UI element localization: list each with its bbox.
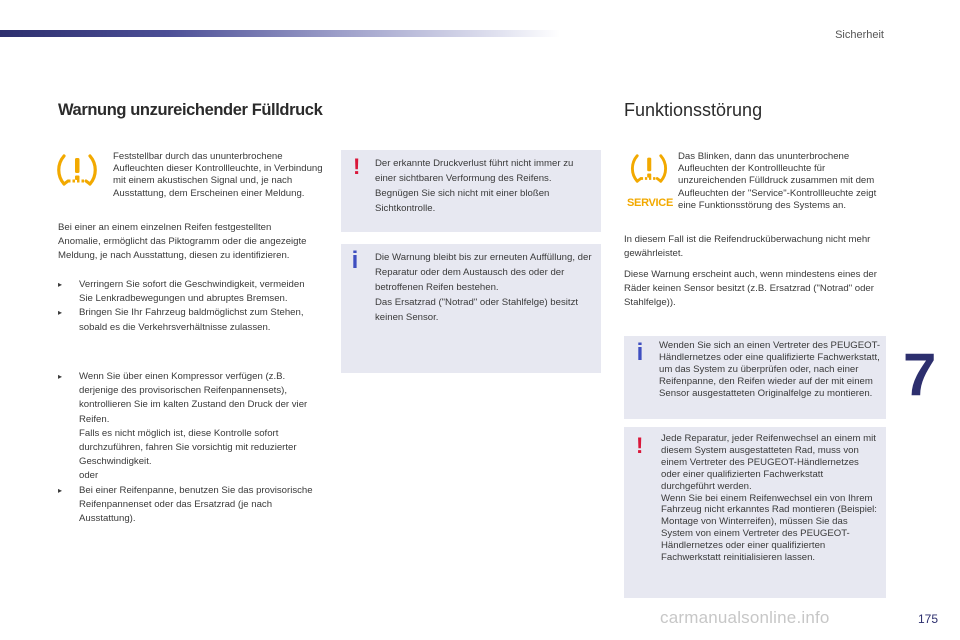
info-box-contact-dealer [624,336,886,419]
right-paragraph-1: In diesem Fall ist die Reifendrucküberwachung nicht mehr gewährleistet. [624,234,871,260]
tyre-pressure-warning-icon [55,150,99,190]
warning-box-text-2: Wenn Sie bei einem Reifenwechsel ein von Ihrem Fahrzeug nicht erkanntes Rad montieren (Beispiel: Montage von Winterreifen), müssen Sie das System von einem Vertreter des PEUGEOT-Händlernetzes oder einer qualifizierten Fachwerkstatt reinitialisieren lassen. [661,492,877,564]
left-intro-paragraph: Bei einer an einem einzelnen Reifen festgestellten Anomalie, ermöglicht das Piktogramm oder die angezeigte Meldung, je nach Ausstattung, diesen zu identifizieren. [58,222,307,262]
heading-low-pressure-warning: Warnung unzureichender Fülldruck [58,101,323,119]
info-box-warning-persists [341,244,601,373]
list-item [58,484,320,527]
exclamation-icon: ! [353,154,361,179]
warning-box-text [661,433,879,564]
warning-box-repair [624,427,886,598]
bullet-or: oder [79,470,99,482]
left-icon-description: Feststellbar durch das ununterbrochene Aufleuchten dieser Kontrollleuchte, in Verbindung mit einem akustischen Signal und, je nach Ausstattung, dem Erscheinen einer Meldung. [113,151,323,199]
bullet-text: Bringen Sie Ihr Fahrzeug baldmöglichst zum Stehen, sobald es die Verkehrsverhältnisse zulassen. [79,307,304,333]
chapter-number: 7 [903,341,937,408]
info-icon: i [351,247,359,274]
bullet-marker: ▸ [58,280,63,289]
watermark: carmanualsonline.info [660,608,830,627]
warning-box-pressure-loss [341,150,601,232]
left-bullet-list-1 [58,278,320,335]
warning-box-text-1: Jede Reparatur, jeder Reifenwechsel an einem mit diesem System ausgestatteten Rad, muss von einem Vertreter des PEUGEOT-Händlernetzes oder einer qualifizierten Fachwerkstatt durchgeführt werden. [661,433,876,492]
service-warning-icon: SERVICE [627,197,673,209]
info-icon: i [636,339,644,366]
bullet-continuation: Falls es nicht möglich ist, diese Kontrolle sofort durchzuführen, fahren Sie vorsichtig mit reduzierter Geschwindigkeit. [79,427,297,468]
heading-malfunction: Funktionsstörung [624,100,763,120]
list-item [58,370,320,484]
bullet-marker: ▸ [58,308,63,318]
bullet-marker: ▸ [58,485,63,495]
bullet-text: Wenn Sie über einen Kompressor verfügen (z.B. derjenige des provisorischen Reifenpannensets), kontrollieren Sie im kalten Zustand den Druck der vier Reifen. [79,371,308,425]
right-icon-description: Das Blinken, dann das ununterbrochene Aufleuchten der Kontrollleuchte für unzureichenden Fülldruck zusammen mit dem Aufleuchten der "Service"-Kontrollleuchte zeigt eine Funktionsstörung des Systems an. [678,151,877,211]
info-box-text-1: Die Warnung bleibt bis zur erneuten Auffüllung, der Reparatur oder dem Austausch des oder der betroffenen Reifen bestehen. [375,252,592,293]
bullet-text: Bei einer Reifenpanne, benutzen Sie das provisorische Reifenpannenset oder das Ersatzrad (je nach Ausstattung). [79,484,313,525]
page-number: 175 [918,612,939,626]
info-box-text [375,250,593,325]
bullet-text: Verringern Sie sofort die Geschwindigkeit, vermeiden Sie Lenkradbewegungen und abruptes Bremsen. [79,279,305,305]
left-bullet-list-2 [58,370,320,526]
list-item [58,278,320,306]
tyre-pressure-warning-icon [629,150,669,187]
header-gradient-bar [0,30,560,37]
exclamation-icon: ! [636,433,644,458]
warning-box-text: Der erkannte Druckverlust führt nicht immer zu einer sichtbaren Verformung des Reifens. Begnügen Sie sich nicht mit einer bloßen Sichtkontrolle. [375,158,574,214]
info-box-text: Wenden Sie sich an einen Vertreter des PEUGEOT-Händlernetzes oder eine qualifizierte Fachwerkstatt, um das System zu überprüfen oder, nach einer Reifenpanne, den Reifen wieder auf der mit einem Sensor ausgestatteten Originalfelge zu montieren. [659,340,881,399]
section-title: Sicherheit [835,29,884,41]
bullet-marker: ▸ [58,372,63,381]
list-item [58,306,320,334]
info-box-text-2: Das Ersatzrad ("Notrad" oder Stahlfelge) besitzt keinen Sensor. [375,297,579,323]
right-paragraph-2: Diese Warnung erscheint auch, wenn mindestens eines der Räder keinen Sensor besitzt (z.B. Ersatzrad ("Notrad" oder Stahlfelge)). [624,269,877,309]
